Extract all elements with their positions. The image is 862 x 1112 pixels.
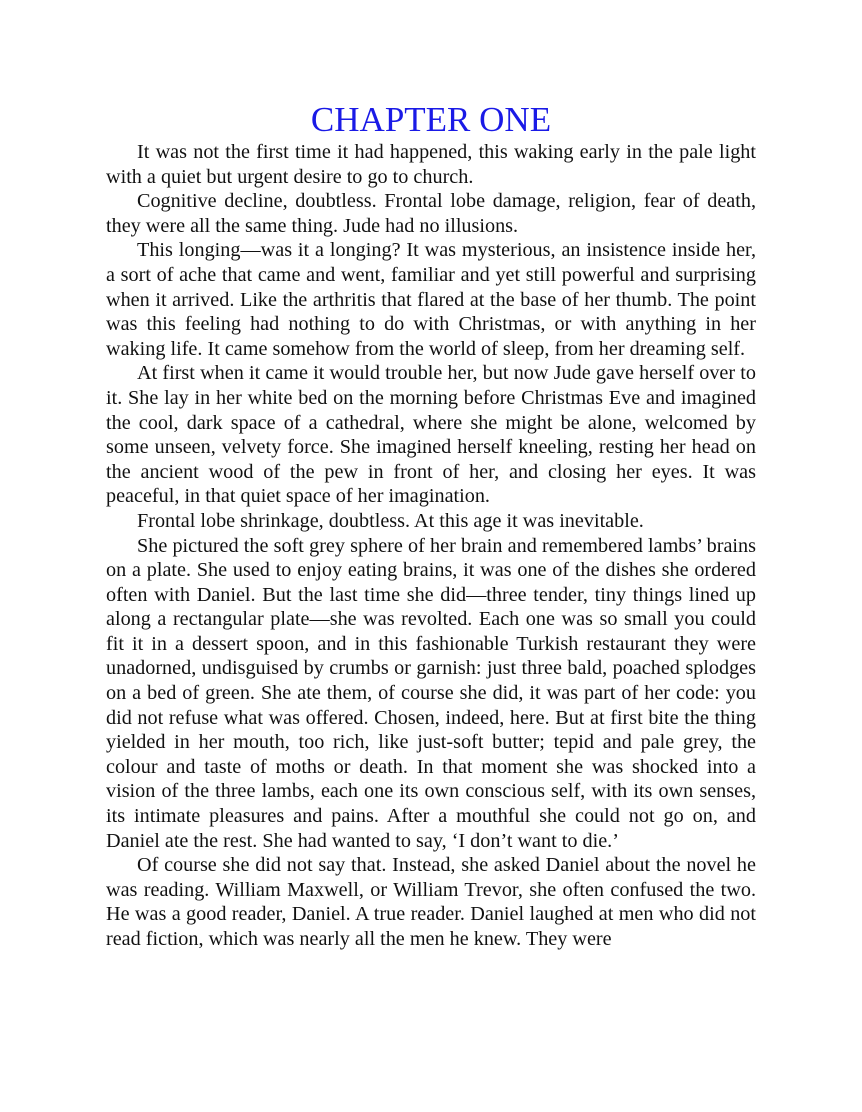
paragraph-2: Cognitive decline, doubtless. Frontal lobe damage, religion, fear of death, they were all the same thing. Jude had no illusions. bbox=[106, 190, 756, 237]
paragraph-1: It was not the first time it had happened, this waking early in the pale light with a quiet but urgent desire to go to church. bbox=[106, 141, 756, 188]
book-page bbox=[106, 99, 756, 952]
paragraph-7: Of course she did not say that. Instead, she asked Daniel about the novel he was reading. William Maxwell, or William Trevor, she often confused the two. He was a good reader, Daniel. A true reader. Daniel laughed at men who did not read fiction, which was nearly all the men he knew. They were bbox=[106, 854, 756, 950]
paragraph-5: Frontal lobe shrinkage, doubtless. At this age it was inevitable. bbox=[137, 509, 644, 532]
paragraph-6: She pictured the soft grey sphere of her brain and remembered lambs’ brains on a plate. She used to enjoy eating brains, it was one of the dishes she ordered often with Daniel. But the last time she did—three tender, tiny things lined up along a rectangular plate—she was revolted. Each one was so small you could fit it in a dessert spoon, and in this fashionable Turkish restaurant they were unadorned, undisguised by crumbs or garnish: just three bald, poached splodges on a bed of green. She ate them, of course she did, it was part of her code: you did not refuse what was offered. Chosen, indeed, here. But at first bite the thing yielded in her mouth, too rich, like just-soft butter; tepid and pale grey, the colour and taste of moths or death. In that moment she was shocked into a vision of the three lambs, each one its own conscious self, with its own senses, its intimate pleasures and pains. After a mouthful she could not go on, and Daniel ate the rest. She had wanted to say, ‘I don’t want to die.’ bbox=[106, 534, 756, 852]
paragraph-3: This longing—was it a longing? It was mysterious, an insistence inside her, a sort of ache that came and went, familiar and yet still powerful and surprising when it arrived. Like the arthritis that flared at the base of her thumb. The point was this feeling had nothing to do with Christmas, or with anything in her waking life. It came somehow from the world of sleep, from her dreaming self. bbox=[106, 239, 756, 360]
paragraph-4: At first when it came it would trouble her, but now Jude gave herself over to it. She lay in her white bed on the morning before Christmas Eve and imagined the cool, dark space of a cathedral, where she might be alone, welcomed by some unseen, velvety force. She imagined herself kneeling, resting her head on the ancient wood of the pew in front of her, and closing her eyes. It was peaceful, in that quiet space of her imagination. bbox=[106, 362, 756, 508]
chapter-title: CHAPTER ONE bbox=[310, 100, 552, 139]
